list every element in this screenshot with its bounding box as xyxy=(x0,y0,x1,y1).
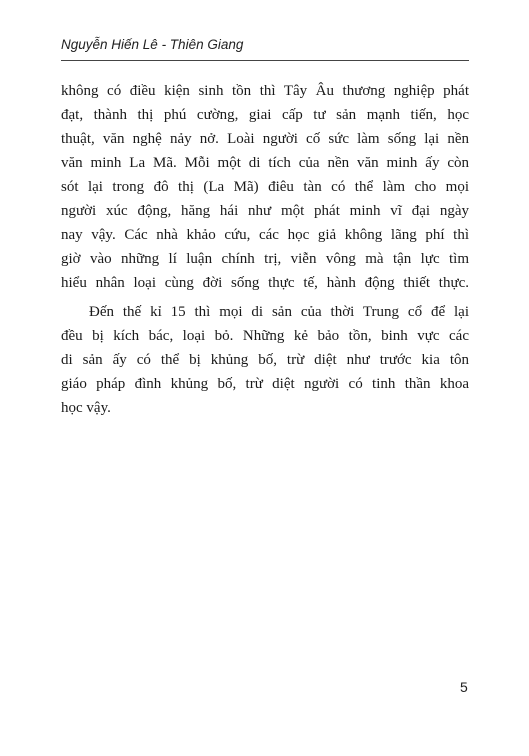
text-line: sót lại trong đô thị (La Mã) điêu tàn có thể làm cho mọi xyxy=(61,179,469,195)
page-body xyxy=(61,79,469,420)
text-line: giờ vào những lí luận chính trị, viễn vông mà tận lực tìm xyxy=(61,251,469,267)
running-header: Nguyễn Hiến Lê - Thiên Giang xyxy=(61,37,244,52)
text-line: người xúc động, hăng hái như một phát minh vĩ đại ngày xyxy=(61,203,469,219)
paragraph-2 xyxy=(61,300,469,420)
text-line: văn minh La Mã. Mỗi một di tích của nền văn minh ấy còn xyxy=(61,155,469,171)
text-line: hiểu nhân loại cùng đời sống thực tế, hành động thiết thực. xyxy=(61,275,469,291)
text-line: nay vậy. Các nhà khảo cứu, các học giả không lãng phí thì xyxy=(61,227,469,243)
text-line: không có điều kiện sinh tồn thì Tây Âu thương nghiệp phát xyxy=(61,83,469,99)
text-line: di sản ấy có thể bị khủng bố, trừ diệt như trước kia tôn xyxy=(61,352,469,368)
text-line: học vậy. xyxy=(61,400,111,416)
text-line: đạt, thành thị phú cường, giai cấp tư sản mạnh tiến, học xyxy=(61,107,469,123)
text-line: giáo pháp đình khủng bố, trừ diệt người có tinh thần khoa xyxy=(61,376,469,392)
text-line: thuật, văn nghệ nảy nở. Loài người cố sức làm sống lại nền xyxy=(61,131,469,147)
page-number: 5 xyxy=(460,679,468,695)
text-line: Đến thế kỉ 15 thì mọi di sản của thời Trung cổ để lại xyxy=(89,304,469,320)
header-divider xyxy=(61,60,469,61)
paragraph-1 xyxy=(61,79,469,295)
text-line: đều bị kích bác, loại bỏ. Những kẻ bảo tồn, binh vực các xyxy=(61,328,469,344)
